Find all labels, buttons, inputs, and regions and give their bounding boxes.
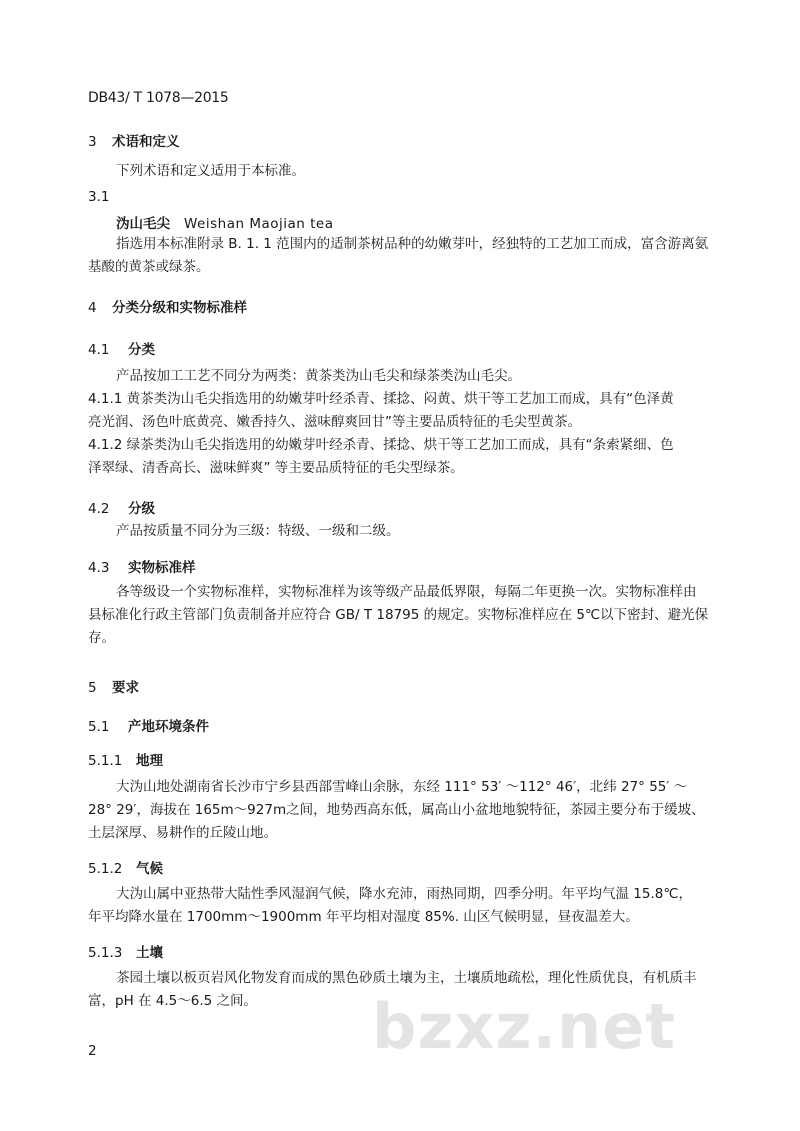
clause-3-1-number: 3.1 (88, 189, 110, 205)
clause-4-2-heading (88, 497, 155, 517)
term-weishan-maojian (116, 212, 334, 232)
clause-5-1-1-line-2: 28° 29′，海拔在 165m～927m之间，地势西高东低，属高山小盆地地貌特征，茶园主要分布于缓坡、 (88, 802, 705, 818)
clause-5-1-3-line-1: 茶园土壤以板页岩风化物发育而成的黑色砂质土壤为主，土壤质地疏松，理化性质优良，有机质丰 (116, 970, 697, 986)
term-definition-line-2: 基酸的黄茶或绿茶。 (88, 259, 210, 275)
term-definition-line-1: 指选用本标准附录 B. 1. 1 范围内的适制茶树品种的幼嫩芽叶，经独特的工艺加工而成，富含游离氨 (116, 236, 709, 252)
clause-title: 气候 (136, 861, 163, 877)
section-number: 3 (88, 134, 97, 150)
clause-4-2-text: 产品按质量不同分为三级：特级、一级和二级。 (116, 523, 400, 539)
standard-code-header: DB43/ T 1078—2015 (88, 90, 229, 106)
section-number: 5 (88, 680, 97, 696)
clause-title: 土壤 (136, 945, 163, 961)
clause-5-1-2-line-1: 大沩山属中亚热带大陆性季风湿润气候，降水充沛，雨热同期，四季分明。年平均气温 15.8℃， (116, 886, 693, 902)
section-3-intro: 下列术语和定义适用于本标准。 (116, 163, 305, 179)
clause-5-1-2-heading (88, 857, 163, 877)
clause-4-1-2-line-2: 泽翠绿、清香高长、滋味鲜爽” 等主要品质特征的毛尖型绿茶。 (88, 460, 464, 476)
clause-number: 4.2 (88, 501, 110, 517)
clause-title: 分级 (128, 501, 155, 517)
clause-4-3-line-3: 存。 (88, 630, 115, 646)
clause-5-1-1-line-1: 大沩山地处湖南省长沙市宁乡县西部雪峰山余脉，东经 111° 53′ ～112° 46′，北纬 27° 55′ ～ (116, 779, 688, 795)
clause-number: 5.1 (88, 719, 110, 735)
clause-5-1-1-heading (88, 749, 163, 769)
term-chinese: 沩山毛尖 (116, 216, 170, 232)
clause-number: 4.1 (88, 342, 110, 358)
clause-title: 地理 (136, 753, 163, 769)
clause-5-1-3-line-2: 富，pH 在 4.5～6.5 之间。 (88, 993, 258, 1009)
clause-number: 5.1.1 (88, 753, 123, 769)
clause-5-1-3-heading (88, 941, 163, 961)
clause-4-3-line-2: 县标准化行政主管部门负责制备并应符合 GB/ T 18795 的规定。实物标准样应在 5℃以下密封、避光保 (88, 607, 709, 623)
section-4-heading (88, 296, 247, 316)
section-title: 要求 (112, 680, 139, 696)
watermark: bzxz.net (372, 990, 676, 1063)
clause-5-1-2-line-2: 年平均降水量在 1700mm～1900mm 年平均相对湿度 85%. 山区气候明显，昼夜温差大。 (88, 909, 639, 925)
clause-4-3-heading (88, 556, 196, 576)
clause-4-1-1-line-2: 亮光润、汤色叶底黄亮、嫩香持久、滋味醇爽回甘”等主要品质特征的毛尖型黄茶。 (88, 414, 581, 430)
clause-4-3-line-1: 各等级设一个实物标准样，实物标准样为该等级产品最低界限，每隔二年更换一次。实物标准样由 (116, 584, 697, 600)
clause-4-1-text: 产品按加工工艺不同分为两类：黄茶类沩山毛尖和绿茶类沩山毛尖。 (116, 368, 521, 384)
section-title: 分类分级和实物标准样 (112, 300, 247, 316)
term-english: Weishan Maojian tea (184, 216, 334, 232)
section-3-heading (88, 130, 180, 150)
clause-5-1-heading (88, 715, 209, 735)
clause-title: 实物标准样 (128, 560, 196, 576)
section-5-heading (88, 676, 139, 696)
clause-4-1-1-line-1: 4.1.1 黄茶类沩山毛尖指选用的幼嫩芽叶经杀青、揉捻、闷黄、烘干等工艺加工而成，具有“色泽黄 (88, 391, 674, 407)
clause-title: 分类 (128, 342, 155, 358)
clause-title: 产地环境条件 (128, 719, 209, 735)
clause-number: 5.1.3 (88, 945, 123, 961)
section-title: 术语和定义 (112, 134, 180, 150)
clause-4-1-heading (88, 338, 155, 358)
clause-number: 5.1.2 (88, 861, 123, 877)
clause-number: 4.3 (88, 560, 110, 576)
clause-5-1-1-line-3: 土层深厚、易耕作的丘陵山地。 (88, 825, 277, 841)
page-number: 2 (88, 1043, 97, 1059)
clause-4-1-2-line-1: 4.1.2 绿茶类沩山毛尖指选用的幼嫩芽叶经杀青、揉捻、烘干等工艺加工而成，具有“条索紧细、色 (88, 437, 674, 453)
section-number: 4 (88, 300, 97, 316)
